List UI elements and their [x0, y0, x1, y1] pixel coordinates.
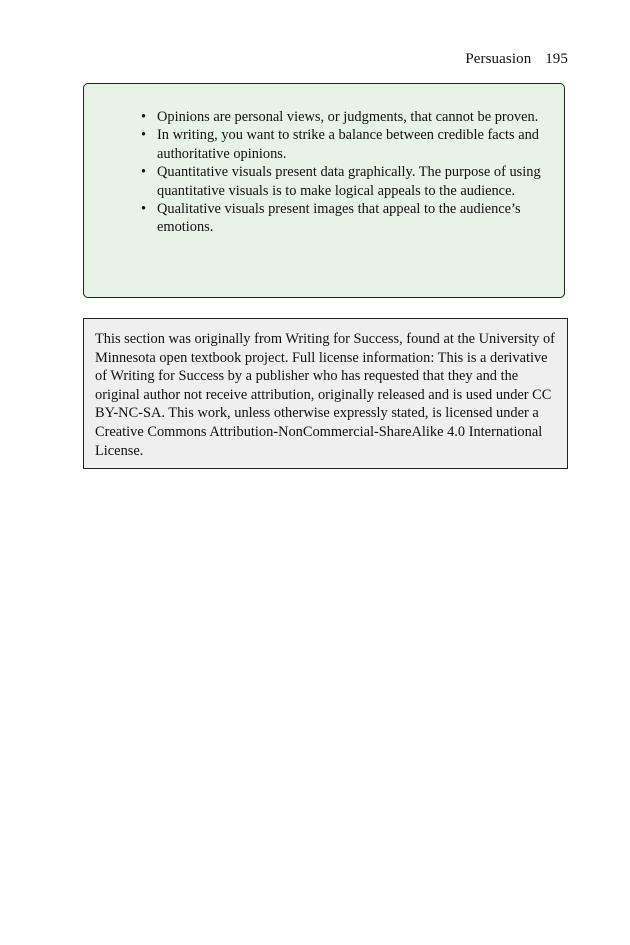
list-item — [139, 126, 549, 163]
license-text: This section was originally from Writing for Success, found at the University of Minnesota open textbook project. Full license information: This is a derivative of Writing for Success by a publisher who has requested that they and the original author not receive attribution, originally released and is used under CC BY-NC-SA. This work, unless otherwise expressly stated, is licensed under a Creative Commons Attribution-NonCommercial-ShareAlike 4.0 International License. — [95, 331, 555, 459]
list-item-text: Qualitative visuals present images that appeal to the audience’s emotions. — [157, 201, 521, 236]
list-item — [139, 200, 549, 237]
list-item — [139, 163, 549, 200]
running-head — [465, 51, 568, 68]
list-item — [139, 108, 549, 126]
list-item-text: Opinions are personal views, or judgments, that cannot be proven. — [157, 109, 539, 125]
section-title: Persuasion — [465, 51, 532, 67]
license-box — [83, 318, 568, 469]
key-takeaways-box — [83, 83, 565, 298]
bullet-icon: • — [141, 109, 147, 125]
list-item-text: In writing, you want to strike a balance between credible facts and authoritative opinions. — [157, 127, 540, 162]
page-number: 195 — [545, 51, 568, 67]
key-takeaways-list — [139, 108, 549, 237]
bullet-icon: • — [141, 201, 147, 218]
bullet-icon: • — [141, 164, 147, 181]
bullet-icon: • — [141, 127, 147, 144]
list-item-text: Quantitative visuals present data graphically. The purpose of using quantitative visuals is to make logical appeals to the audience. — [157, 164, 541, 199]
